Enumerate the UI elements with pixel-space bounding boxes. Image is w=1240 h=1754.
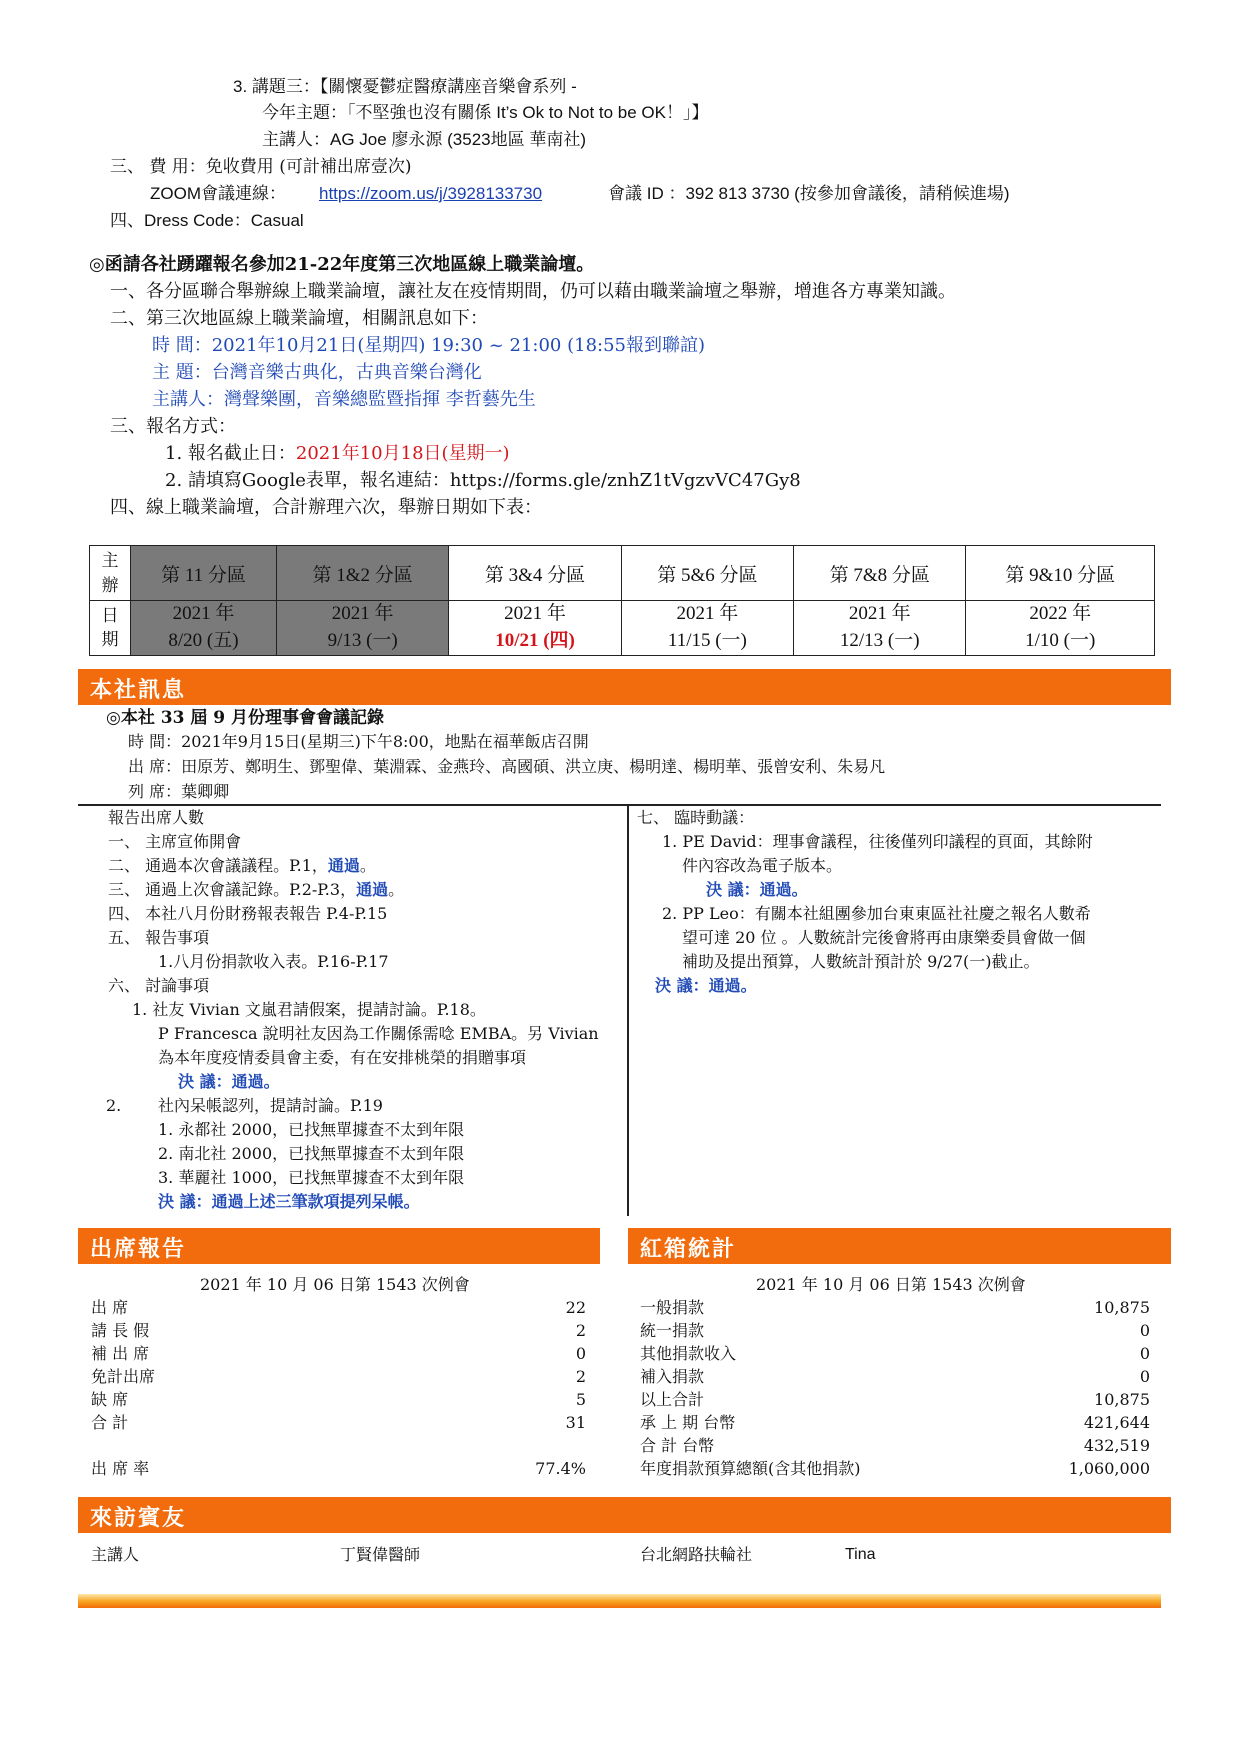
attendance-label: 請 長 假 xyxy=(91,1321,150,1340)
deadline-line xyxy=(165,443,510,465)
minutes-line: 五、 報告事項 xyxy=(108,928,210,947)
donation-label: 其他捐款收入 xyxy=(640,1344,737,1363)
schedule-date-highlight: 10/21 (四) xyxy=(495,630,575,651)
schedule-date: 12/13 (一) xyxy=(839,630,920,651)
schedule-year: 2021 年 xyxy=(848,603,911,625)
attendance-value: 5 xyxy=(575,1390,586,1409)
schedule-year: 2021 年 xyxy=(676,603,739,625)
topic3-title: 3. 講題三：【關懷憂鬱症醫療講座音樂會系列 - xyxy=(233,77,577,96)
visitor-speaker-label: 主講人 xyxy=(91,1545,140,1564)
zoom-label: ZOOM會議連線： xyxy=(150,184,286,203)
schedule-area-cell: 第 1&2 分區 xyxy=(277,546,449,601)
attendance-value: 2 xyxy=(575,1367,586,1386)
minutes-line: 1. 永都社 2000，已找無單據查不太到年限 xyxy=(158,1120,465,1139)
pass-text: 通過 xyxy=(327,856,360,875)
minutes-line: 2. PP Leo：有關本社組團參加台東東區社社慶之報名人數希 xyxy=(662,904,1091,923)
schedule-date: 11/15 (一) xyxy=(667,630,747,651)
forum-topic: 主 題：台灣音樂古典化，古典音樂台灣化 xyxy=(152,362,482,383)
donation-value: 0 xyxy=(1139,1321,1150,1340)
attendance-label: 免計出席 xyxy=(91,1367,156,1386)
schedule-year: 2021 年 xyxy=(331,603,394,625)
donation-label: 年度捐款預算總額(含其他捐款) xyxy=(640,1459,861,1478)
attendance-bar xyxy=(78,1228,600,1264)
minutes-line: 2. 南北社 2000，已找無單據查不太到年限 xyxy=(158,1144,465,1163)
schedule-date: 8/20 (五) xyxy=(168,630,239,651)
minutes-text: 二、 通過本次會議議程。P.1， xyxy=(108,856,328,875)
schedule-host-row xyxy=(90,546,1155,601)
resolution-text: 決 議：通過。 xyxy=(706,880,808,899)
schedule-area-cell: 第 5&6 分區 xyxy=(621,546,793,601)
club-news-bar xyxy=(78,669,1171,705)
schedule-date: 1/10 (一) xyxy=(1025,630,1096,651)
forum-p1: 一、各分區聯合舉辦線上職業論壇，讓社友在疫情期間，仍可以藉由職業論壇之舉辦，增進各方專業知識。 xyxy=(110,281,956,302)
deadline-label: 1. 報名截止日： xyxy=(165,443,296,464)
fee-line: 三、 費 用：免收費用 (可計補出席壹次) xyxy=(110,157,412,177)
donation-value: 0 xyxy=(1139,1367,1150,1386)
minutes-line: 一、 主席宣佈開會 xyxy=(108,832,242,851)
topic3-theme: 今年主題：「不堅強也沒有關係 It’s Ok to Not to be OK！」】 xyxy=(262,103,709,122)
minutes-line: 三、 通過上次會議記錄。P.2-P.3，通過。 xyxy=(108,880,405,899)
attendance-rate-label: 出 席 率 xyxy=(91,1459,150,1478)
google-form-line: 2. 請填寫Google表單，報名連結：https://forms.gle/znhZ1tVgzvVC47Gy8 xyxy=(165,470,801,491)
donation-label: 一般捐款 xyxy=(640,1298,705,1317)
visitors-bar xyxy=(78,1497,1171,1533)
attendance-value: 31 xyxy=(565,1413,586,1432)
attendance-value: 22 xyxy=(565,1298,586,1317)
minutes-line: 望可達 20 位 。人數統計完後會將再由康樂委員會做一個 xyxy=(682,928,1086,947)
minutes-line: 2. xyxy=(106,1096,122,1115)
zoom-meeting-id: 會議 ID ：392 813 3730 (按參加會議後，請稍候進場) xyxy=(608,184,1010,203)
schedule-area-cell: 第 3&4 分區 xyxy=(449,546,621,601)
forum-speaker: 主講人：灣聲樂團，音樂總監暨指揮 李哲藝先生 xyxy=(152,389,536,410)
donation-label: 以上合計 xyxy=(640,1390,705,1409)
minutes-line: 六、 討論事項 xyxy=(108,976,210,995)
club-news-title: 本社訊息 xyxy=(90,677,187,703)
red-box-bar xyxy=(628,1228,1171,1264)
red-box-subtitle: 2021 年 10 月 06 日第 1543 次例會 xyxy=(756,1275,1026,1294)
minutes-line: 社內呆帳認列，提請討論。P.19 xyxy=(158,1096,383,1115)
attendance-label: 缺 席 xyxy=(91,1390,129,1409)
donation-label: 統一捐款 xyxy=(640,1321,705,1340)
schedule-date-cell xyxy=(621,601,793,656)
schedule-year: 2021 年 xyxy=(504,603,566,625)
zoom-link[interactable]: https://zoom.us/j/3928133730 xyxy=(319,184,543,203)
minutes-line: 件內容改為電子版本。 xyxy=(682,856,843,875)
resolution-text: 決 議：通過上述三筆款項提列呆帳。 xyxy=(158,1192,420,1211)
attendance-value: 2 xyxy=(575,1321,586,1340)
donation-value: 432,519 xyxy=(1083,1436,1150,1455)
donation-value: 10,875 xyxy=(1094,1298,1150,1317)
schedule-date-row xyxy=(90,601,1155,656)
schedule-date-cell xyxy=(966,601,1155,656)
donation-label: 補入捐款 xyxy=(640,1367,705,1386)
meeting-heading: ◎本社 33 屆 9 月份理事會會議記錄 xyxy=(106,708,384,728)
minutes-top-rule xyxy=(78,804,1161,806)
attendance-subtitle: 2021 年 10 月 06 日第 1543 次例會 xyxy=(200,1275,470,1294)
minutes-column-divider xyxy=(627,804,629,1216)
resolution-text: 決 議：通過。 xyxy=(178,1072,280,1091)
attendance-value: 0 xyxy=(575,1344,586,1363)
visitor-club-member: Tina xyxy=(845,1546,876,1563)
deadline-value: 2021年10月18日(星期一) xyxy=(295,443,510,464)
minutes-line: 報告出席人數 xyxy=(108,808,205,827)
attendance-label: 合 計 xyxy=(91,1413,129,1432)
donation-value: 10,875 xyxy=(1094,1390,1150,1409)
minutes-line: 3. 華麗社 1000，已找無單據查不太到年限 xyxy=(158,1168,465,1187)
red-box-title: 紅箱統計 xyxy=(640,1236,737,1262)
schedule-date-cell xyxy=(131,601,277,656)
forum-time: 時 間：2021年10月21日(星期四) 19:30 ~ 21:00 (18:55報到聯誼) xyxy=(152,335,706,356)
minutes-line: P Francesca 說明社友因為工作關係需唸 EMBA。另 Vivian xyxy=(158,1024,599,1043)
minutes-line: 二、 通過本次會議議程。P.1，通過。 xyxy=(108,856,376,875)
minutes-line: 1. PE David：理事會議程，往後僅列印議程的頁面，其餘附 xyxy=(662,832,1093,851)
visitor-speaker-name: 丁賢偉醫師 xyxy=(340,1545,421,1564)
host-label: 主 辦 xyxy=(90,546,131,601)
attendance-title: 出席報告 xyxy=(90,1236,187,1262)
forum-p4: 四、線上職業論壇，合計辦理六次，舉辦日期如下表： xyxy=(110,497,542,518)
schedule-date-cell xyxy=(277,601,449,656)
donation-label: 合 計 台幣 xyxy=(640,1436,715,1455)
meeting-attendees: 出 席：田原芳、鄭明生、鄧聖偉、葉淵霖、金燕玲、高國碩、洪立庚、楊明達、楊明華、張曾安利、朱易凡 xyxy=(128,757,886,776)
minutes-line: 為本年度疫情委員會主委，有在安排桃榮的捐贈事項 xyxy=(158,1048,527,1067)
minutes-line: 七、 臨時動議： xyxy=(637,808,755,827)
donation-value: 1,060,000 xyxy=(1068,1459,1150,1478)
visitor-club: 台北網路扶輪社 xyxy=(640,1545,753,1564)
attendance-rate-value: 77.4% xyxy=(535,1459,586,1478)
minutes-line: 1. 社友 Vivian 文嵐君請假案，提請討論。P.18。 xyxy=(132,1000,486,1019)
minutes-text: 三、 通過上次會議記錄。P.2-P.3， xyxy=(108,880,357,899)
topic3-speaker: 主講人：AG Joe 廖永源 (3523地區 華南社) xyxy=(262,130,587,149)
meeting-time: 時 間：2021年9月15日(星期三)下午8:00，地點在福華飯店召開 xyxy=(128,732,589,751)
attendance-label: 出 席 xyxy=(91,1298,129,1317)
forum-schedule-table xyxy=(89,545,1155,656)
minutes-line: 四、 本社八月份財務報表報告 P.4-P.15 xyxy=(108,904,388,923)
schedule-year: 2022 年 xyxy=(1029,603,1092,625)
footer-decoration-band xyxy=(78,1594,1161,1608)
schedule-area-cell: 第 9&10 分區 xyxy=(966,546,1155,601)
pass-text: 通過 xyxy=(356,880,389,899)
schedule-year: 2021 年 xyxy=(172,603,235,625)
resolution-text: 決 議：通過。 xyxy=(655,976,757,995)
schedule-area-cell: 第 11 分區 xyxy=(131,546,277,601)
donation-value: 0 xyxy=(1139,1344,1150,1363)
forum-p2: 二、第三次地區線上職業論壇，相關訊息如下： xyxy=(110,308,488,329)
date-label: 日 期 xyxy=(90,601,131,656)
schedule-area-cell: 第 7&8 分區 xyxy=(794,546,966,601)
attendance-label: 補 出 席 xyxy=(91,1344,150,1363)
dress-code: 四、Dress Code：Casual xyxy=(110,211,304,230)
minutes-line: 補助及提出預算，人數統計預計於 9/27(一)截止。 xyxy=(682,952,1040,971)
donation-value: 421,644 xyxy=(1083,1413,1150,1432)
forum-heading: ◎函請各社踴躍報名參加21-22年度第三次地區線上職業論壇。 xyxy=(89,254,595,275)
schedule-date-cell xyxy=(449,601,621,656)
forum-p3: 三、報名方式： xyxy=(110,416,236,437)
donation-label: 承 上 期 台幣 xyxy=(640,1413,736,1432)
schedule-date-cell xyxy=(794,601,966,656)
schedule-date: 9/13 (一) xyxy=(327,630,398,651)
minutes-line: 1.八月份捐款收入表。P.16-P.17 xyxy=(158,952,389,971)
meeting-observers: 列 席：葉卿卿 xyxy=(128,782,230,801)
visitors-title: 來訪賓友 xyxy=(90,1505,187,1531)
